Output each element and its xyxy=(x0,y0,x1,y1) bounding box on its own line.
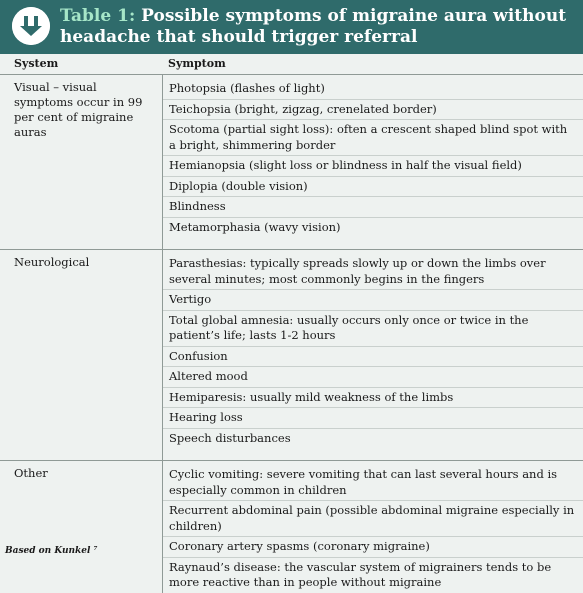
chevron-down-icon xyxy=(12,7,50,45)
symptom-row: Cyclic vomiting: severe vomiting that can last several hours and is especially common in children xyxy=(163,465,583,501)
symptom-cell-list xyxy=(162,75,583,249)
symptom-row: Speech disturbances xyxy=(169,430,291,445)
column-header-system: System xyxy=(14,57,59,70)
symptom-row: Parasthesias: typically spreads slowly up or down the limbs over several minutes; most commonly begins in the fingers xyxy=(163,254,583,290)
symptom-row: Raynaud’s disease: the vascular system of migrainers tends to be more reactive than in people without migraine xyxy=(169,559,552,589)
symptom-row: Confusion xyxy=(163,347,583,368)
symptom-cell-list xyxy=(162,250,583,460)
table-group-visual xyxy=(0,75,583,250)
table-header xyxy=(0,0,583,54)
symptom-row: Coronary artery spasms (coronary migraine) xyxy=(163,537,583,558)
table-body xyxy=(0,75,583,593)
table-group-other xyxy=(0,461,583,593)
symptom-row: Hearing loss xyxy=(163,408,583,429)
symptom-row: Scotoma (partial sight loss): often a crescent shaped blind spot with a bright, shimmering border xyxy=(163,120,583,156)
symptom-row: Vertigo xyxy=(163,290,583,311)
symptom-row: Recurrent abdominal pain (possible abdominal migraine especially in children) xyxy=(163,501,583,537)
system-cell: Other xyxy=(14,466,48,480)
symptom-cell-list xyxy=(162,461,583,593)
symptom-row: Diplopia (double vision) xyxy=(163,177,583,198)
table-group-neurological xyxy=(0,250,583,461)
source-footnote: Based on Kunkel ⁷ xyxy=(5,546,98,556)
symptom-row: Teichopsia (bright, zigzag, crenelated border) xyxy=(163,100,583,121)
symptom-row: Photopsia (flashes of light) xyxy=(163,79,583,100)
symptom-row: Total global amnesia: usually occurs only once or twice in the patient’s life; lasts 1-2 hours xyxy=(163,311,583,347)
symptom-row: Altered mood xyxy=(163,367,583,388)
symptom-row: Blindness xyxy=(163,197,583,218)
column-header-row xyxy=(0,54,583,75)
system-cell: Visual – visual symptoms occur in 99 per cent of migraine auras xyxy=(14,80,143,139)
system-cell: Neurological xyxy=(14,255,90,269)
table-number: Table 1: xyxy=(60,6,136,26)
table-title-text: Possible symptoms of migraine aura without headache that should trigger referral xyxy=(60,6,567,47)
symptom-row: Hemianopsia (slight loss or blindness in half the visual field) xyxy=(163,156,583,177)
symptom-row: Metamorphasia (wavy vision) xyxy=(169,219,341,234)
symptom-row: Hemiparesis: usually mild weakness of the limbs xyxy=(163,388,583,409)
table-title xyxy=(60,6,575,48)
column-header-symptom: Symptom xyxy=(168,57,226,70)
